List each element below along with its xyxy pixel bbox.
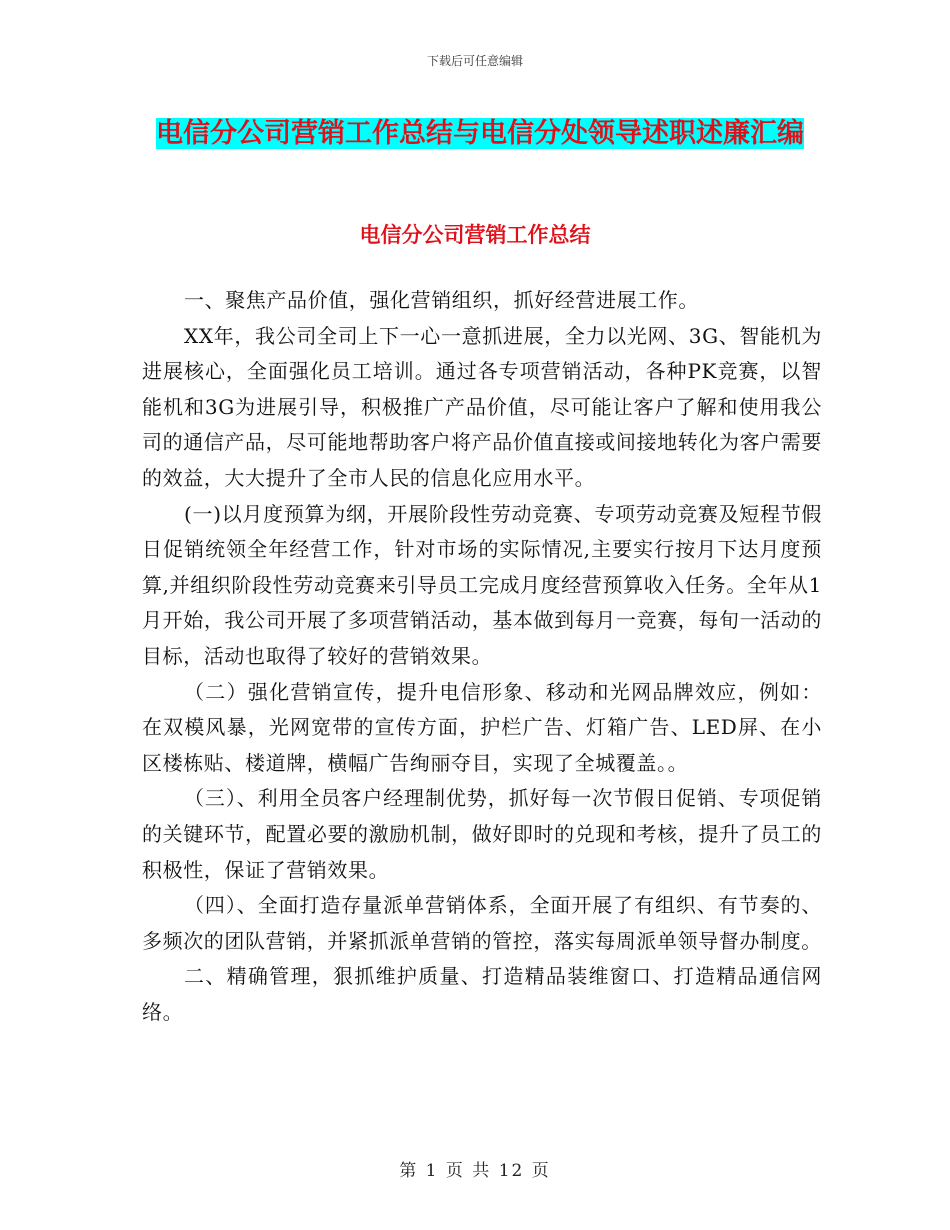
paragraph: 一、聚焦产品价值，强化营销组织，抓好经营进展工作。 (184, 288, 699, 312)
document-title-text: 电信分公司营销工作总结与电信分处领导述职述廉汇编 (156, 118, 804, 149)
paragraph: (一)以月度预算为纲，开展阶段性劳动竞赛、专项劳动竞赛及短程节假日促销统领全年经营工作，针对市场的实际情况,主要实行按月下达月度预算,并组织阶段性劳动竞赛来引导员工完成月度经营预算收入任务。全年从1月开始，我公司开展了多项营销活动，基本做到每月一竞赛，每旬一活动的目标，活动也取得了较好的营销效果。 (142, 501, 822, 668)
page-header-note: 下载后可任意编辑 (426, 54, 523, 68)
paragraph: XX年，我公司全司上下一心一意抓进展，全力以光网、3G、智能机为进展核心，全面强化员工培训。通过各专项营销活动，各种PK竞赛，以智能机和3G为进展引导，积极推广产品价值，尽可能让客户了解和使用我公司的通信产品，尽可能地帮助客户将产品价值直接或间接地转化为客户需要的效益，大大提升了全市人民的信息化应用水平。 (142, 323, 822, 490)
document-body (142, 283, 822, 1030)
document-title (140, 108, 820, 160)
paragraph: （四）、全面打造存量派单营销体系，全面开展了有组织、有节奏的、多频次的团队营销，并紧抓派单营销的管控，落实每周派单领导督办制度。 (142, 893, 822, 953)
paragraph: 二、精确管理，狠抓维护质量、打造精品装维窗口、打造精品通信网络。 (142, 964, 822, 1024)
page-number-footer: 第 1 页 共 12 页 (399, 1161, 551, 1181)
section-title: 电信分公司营销工作总结 (359, 223, 591, 247)
paragraph: （三）、利用全员客户经理制优势，抓好每一次节假日促销、专项促销的关键环节，配置必要的激励机制，做好即时的兑现和考核，提升了员工的积极性，保证了营销效果。 (142, 786, 822, 882)
paragraph: （二）强化营销宣传，提升电信形象、移动和光网品牌效应，例如：在双模风暴，光网宽带的宣传方面，护栏广告、灯箱广告、LED屏、在小区楼栋贴、楼道牌，横幅广告绚丽夺目，实现了全城覆盖。。 (142, 679, 822, 775)
